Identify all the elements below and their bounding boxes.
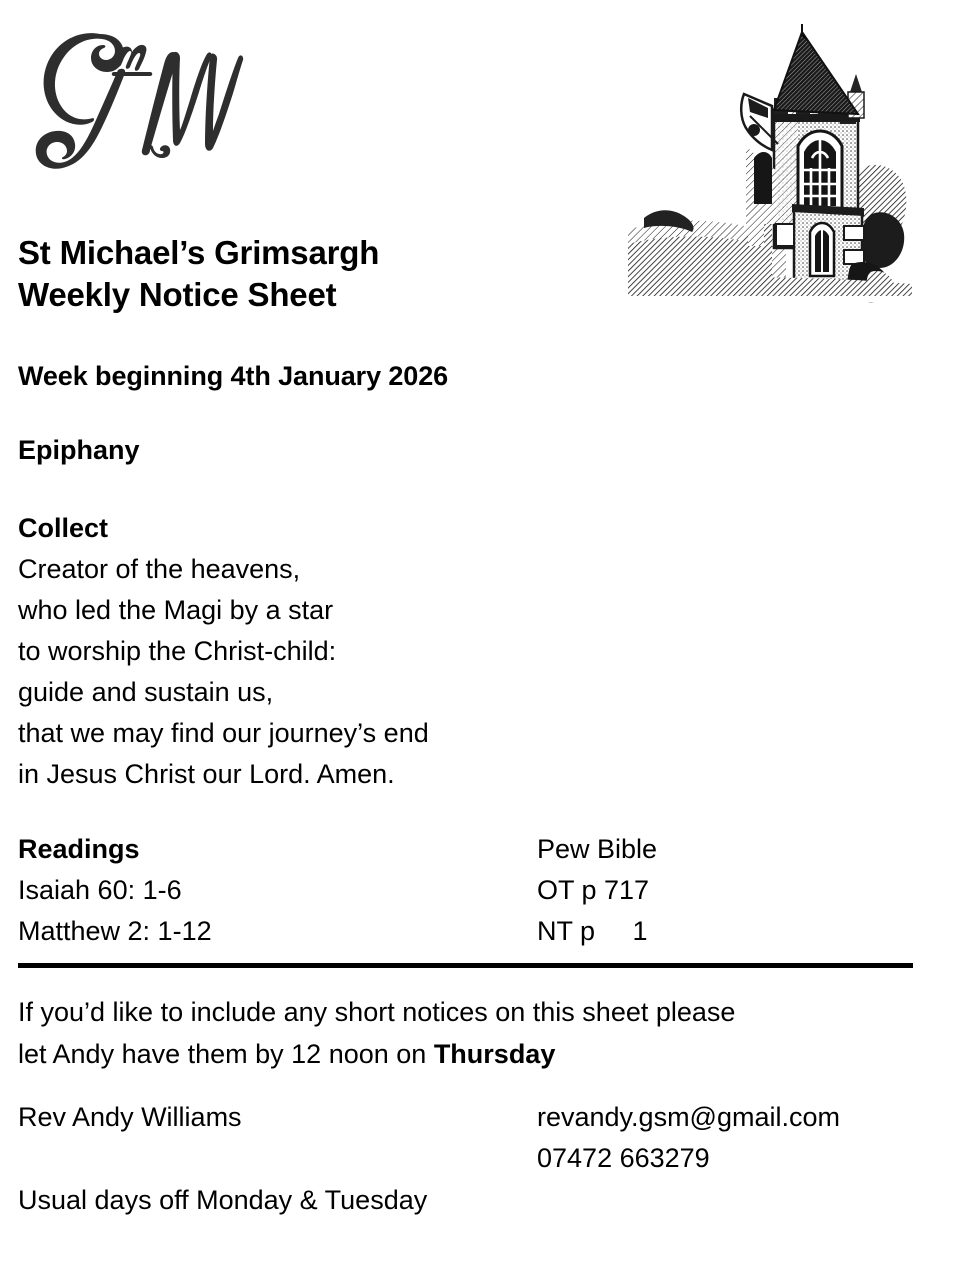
contact-spacer xyxy=(18,1138,537,1179)
readings-header-row xyxy=(18,829,918,870)
collect-section xyxy=(18,508,638,795)
contact-row xyxy=(18,1097,928,1138)
collect-line: in Jesus Christ our Lord. Amen. xyxy=(18,759,395,789)
readings-heading: Readings xyxy=(18,834,140,864)
week-beginning-label: Week beginning 4th January 2026 xyxy=(18,361,449,391)
reading-row xyxy=(18,870,918,911)
collect-heading: Collect xyxy=(18,513,109,543)
section-divider xyxy=(18,963,913,968)
days-off-note: Usual days off Monday & Tuesday xyxy=(18,1185,428,1215)
minister-phone[interactable]: 07472 663279 xyxy=(537,1143,710,1173)
page-title-line-2: Weekly Notice Sheet xyxy=(18,276,337,313)
page-title-line-1: St Michael’s Grimsargh xyxy=(18,234,380,271)
collect-line: guide and sustain us, xyxy=(18,677,274,707)
collect-line: Creator of the heavens, xyxy=(18,554,301,584)
reading-row xyxy=(18,911,918,952)
notices-line-2 xyxy=(18,1033,928,1075)
notices-line-1: If you’d like to include any short notices on this sheet please xyxy=(18,997,736,1027)
season-label: Epiphany xyxy=(18,435,140,465)
notices-instruction xyxy=(18,991,928,1075)
contact-row xyxy=(18,1138,928,1179)
collect-line: to worship the Christ-child: xyxy=(18,636,337,666)
reading-page: OT p 717 xyxy=(537,875,650,905)
notices-deadline-day: Thursday xyxy=(433,1039,556,1069)
notices-line-2-text: let Andy have them by 12 noon on xyxy=(18,1039,434,1069)
minister-email[interactable]: revandy.gsm@gmail.com xyxy=(537,1102,840,1132)
collect-line: that we may find our journey’s end xyxy=(18,718,429,748)
contact-section xyxy=(18,1097,928,1179)
church-tower-photo-icon xyxy=(626,18,914,312)
reading-page: NT p 1 xyxy=(537,916,648,946)
readings-section xyxy=(18,829,918,952)
gm-monogram-logo-icon xyxy=(22,18,252,173)
reading-reference: Matthew 2: 1-12 xyxy=(18,916,212,946)
pew-bible-heading: Pew Bible xyxy=(537,834,658,864)
minister-name: Rev Andy Williams xyxy=(18,1102,242,1132)
page-title xyxy=(18,232,618,316)
collect-line: who led the Magi by a star xyxy=(18,595,334,625)
reading-reference: Isaiah 60: 1-6 xyxy=(18,875,182,905)
